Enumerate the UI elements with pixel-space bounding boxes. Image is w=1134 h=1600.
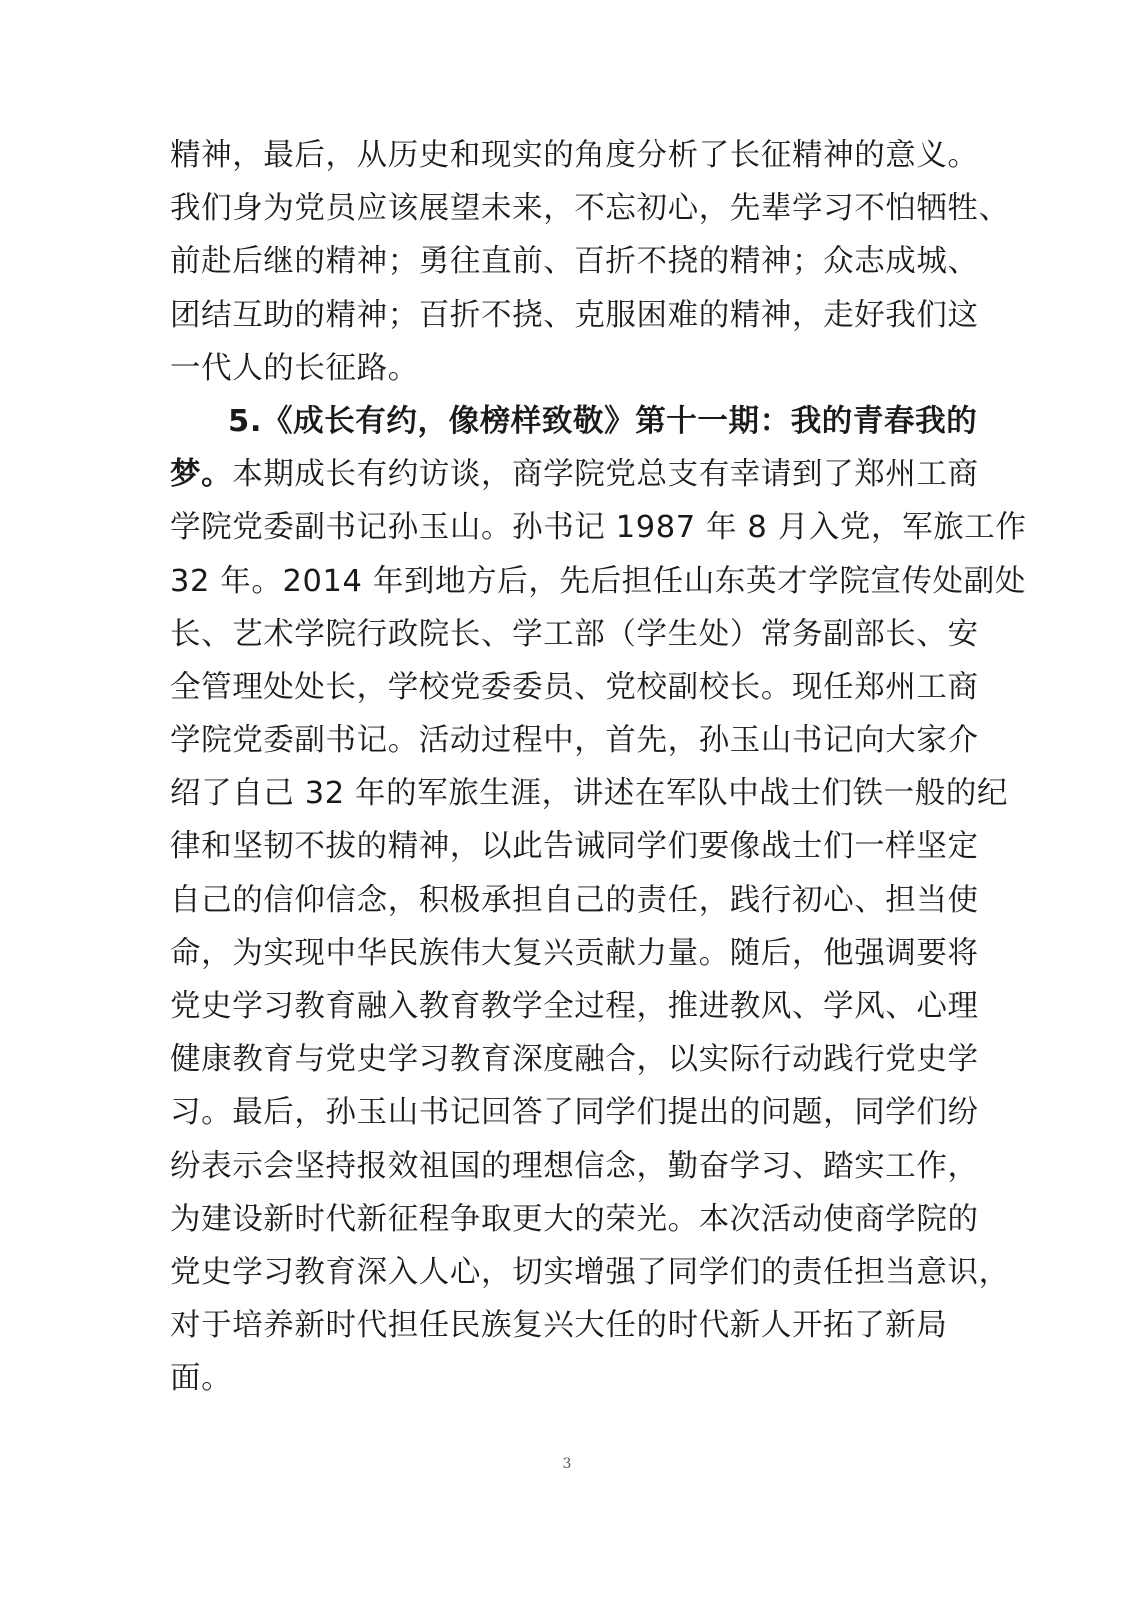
paragraph-2 — [170, 395, 1027, 1406]
text-line: 一代人的长征路。 — [170, 350, 419, 386]
text-line — [170, 448, 979, 501]
text-line: 纷表示会坚持报效祖国的理想信念，勤奋学习、踏实工作， — [170, 1148, 979, 1184]
text-line: 团结互助的精神；百折不挠、克服困难的精神，走好我们这 — [170, 297, 979, 333]
text-line: 精神，最后，从历史和现实的角度分析了长征精神的意义。 — [170, 138, 979, 173]
text-line: 32 年。2014 年到地方后，先后担任山东英才学院宣传处副处 — [170, 563, 1026, 599]
text-line: 学院党委副书记。活动过程中，首先，孙玉山书记向大家介 — [170, 723, 979, 759]
text-line: 全管理处处长，学校党委委员、党校副校长。现任郑州工商 — [170, 669, 979, 705]
text-line: 长、艺术学院行政院长、学工部（学生处）常务副部长、安 — [170, 616, 979, 652]
text-line: 自己的信仰信念，积极承担自己的责任，践行初心、担当使 — [170, 882, 979, 918]
page-number: 3 — [562, 1456, 572, 1472]
text-line: 健康教育与党史学习教育深度融合，以实际行动践行党史学 — [170, 1042, 979, 1078]
text-line: 学院党委副书记孙玉山。孙书记 1987 年 8 月入党，军旅工作 — [170, 510, 1027, 546]
text-line: 绍了自己 32 年的军旅生涯，讲述在军队中战士们铁一般的纪 — [170, 776, 1009, 812]
text-line: 律和坚韧不拔的精神，以此告诫同学们要像战士们一样坚定 — [170, 829, 979, 865]
section-heading: 5.《成长有约，像榜样致敬》第十一期：我的青春我的 — [228, 403, 978, 439]
text-line: 命，为实现中华民族伟大复兴贡献力量。随后，他强调要将 — [170, 935, 979, 971]
text-line: 面。 — [170, 1361, 233, 1397]
section-heading-end: 梦。 — [170, 457, 233, 493]
body-text — [170, 129, 1027, 1406]
text-line: 对于培养新时代担任民族复兴大任的时代新人开拓了新局 — [170, 1308, 948, 1344]
text-line: 习。最后，孙玉山书记回答了同学们提出的问题，同学们纷 — [170, 1095, 979, 1131]
text-line: 我们身为党员应该展望未来，不忘初心，先辈学习不怕牺牲、 — [170, 191, 1010, 227]
text-line: 前赴后继的精神；勇往直前、百折不挠的精神；众志成城、 — [170, 244, 979, 280]
text-line: 党史学习教育融入教育教学全过程，推进教风、学风、心理 — [170, 989, 979, 1024]
text-line: 为建设新时代新征程争取更大的荣光。本次活动使商学院的 — [170, 1201, 979, 1237]
text-fragment: 本期成长有约访谈，商学院党总支有幸请到了郑州工商 — [232, 457, 979, 493]
paragraph-1 — [170, 129, 1010, 395]
text-line: 党史学习教育深入人心，切实增强了同学们的责任担当意识， — [170, 1254, 1010, 1290]
